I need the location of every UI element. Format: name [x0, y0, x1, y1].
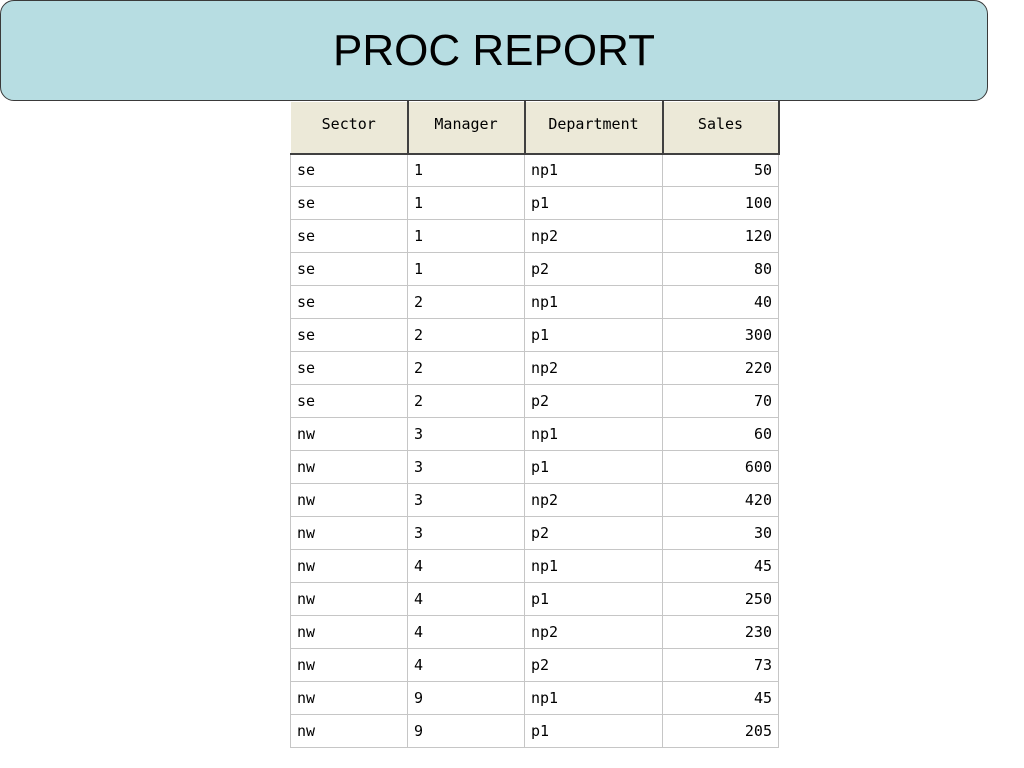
table-row — [291, 319, 779, 352]
title-banner — [0, 0, 988, 101]
sales-cell[interactable]: 45 — [663, 682, 779, 715]
sales-cell[interactable]: 100 — [663, 187, 779, 220]
sales-cell[interactable]: 50 — [663, 154, 779, 187]
column-header-department[interactable]: Department — [525, 102, 663, 154]
department-cell[interactable]: p2 — [525, 649, 663, 682]
sales-cell[interactable]: 73 — [663, 649, 779, 682]
sales-cell[interactable]: 420 — [663, 484, 779, 517]
manager-cell[interactable]: 4 — [408, 550, 525, 583]
report-table-container — [290, 101, 780, 768]
manager-cell[interactable]: 1 — [408, 154, 525, 187]
table-row — [291, 352, 779, 385]
report-body — [291, 154, 779, 748]
department-cell[interactable]: np1 — [525, 418, 663, 451]
sector-cell[interactable]: nw — [291, 616, 408, 649]
sector-cell[interactable]: nw — [291, 649, 408, 682]
sales-cell[interactable]: 600 — [663, 451, 779, 484]
sales-cell[interactable]: 250 — [663, 583, 779, 616]
sector-cell[interactable]: se — [291, 253, 408, 286]
department-cell[interactable]: np1 — [525, 286, 663, 319]
department-cell[interactable]: p1 — [525, 715, 663, 748]
department-cell[interactable]: np2 — [525, 616, 663, 649]
manager-cell[interactable]: 3 — [408, 451, 525, 484]
sector-cell[interactable]: se — [291, 154, 408, 187]
sales-cell[interactable]: 220 — [663, 352, 779, 385]
sector-cell[interactable]: se — [291, 352, 408, 385]
column-header-manager[interactable]: Manager — [408, 102, 525, 154]
sales-cell[interactable]: 300 — [663, 319, 779, 352]
department-cell[interactable]: p2 — [525, 253, 663, 286]
table-row — [291, 286, 779, 319]
manager-cell[interactable]: 9 — [408, 715, 525, 748]
department-cell[interactable]: p2 — [525, 385, 663, 418]
manager-cell[interactable]: 1 — [408, 187, 525, 220]
sales-cell[interactable]: 30 — [663, 517, 779, 550]
manager-cell[interactable]: 9 — [408, 682, 525, 715]
sales-cell[interactable]: 80 — [663, 253, 779, 286]
table-row — [291, 385, 779, 418]
table-row — [291, 649, 779, 682]
department-cell[interactable]: p1 — [525, 583, 663, 616]
sector-cell[interactable]: nw — [291, 583, 408, 616]
sales-cell[interactable]: 120 — [663, 220, 779, 253]
sales-cell[interactable]: 45 — [663, 550, 779, 583]
table-row — [291, 550, 779, 583]
sales-cell[interactable]: 40 — [663, 286, 779, 319]
sector-cell[interactable]: nw — [291, 517, 408, 550]
table-row — [291, 220, 779, 253]
department-cell[interactable]: np2 — [525, 484, 663, 517]
manager-cell[interactable]: 2 — [408, 319, 525, 352]
department-cell[interactable]: p2 — [525, 517, 663, 550]
table-row — [291, 154, 779, 187]
table-row — [291, 418, 779, 451]
table-row — [291, 715, 779, 748]
manager-cell[interactable]: 4 — [408, 649, 525, 682]
manager-cell[interactable]: 1 — [408, 220, 525, 253]
sector-cell[interactable]: se — [291, 187, 408, 220]
sector-cell[interactable]: nw — [291, 418, 408, 451]
manager-cell[interactable]: 1 — [408, 253, 525, 286]
department-cell[interactable]: np2 — [525, 352, 663, 385]
sector-cell[interactable]: se — [291, 385, 408, 418]
sector-cell[interactable]: se — [291, 220, 408, 253]
manager-cell[interactable]: 4 — [408, 583, 525, 616]
table-row — [291, 484, 779, 517]
column-header-sales[interactable]: Sales — [663, 102, 779, 154]
column-header-sector[interactable]: Sector — [291, 102, 408, 154]
header-row — [291, 102, 779, 154]
manager-cell[interactable]: 3 — [408, 484, 525, 517]
sector-cell[interactable]: nw — [291, 550, 408, 583]
sales-cell[interactable]: 60 — [663, 418, 779, 451]
table-row — [291, 583, 779, 616]
department-cell[interactable]: p1 — [525, 451, 663, 484]
department-cell[interactable]: np1 — [525, 682, 663, 715]
sector-cell[interactable]: nw — [291, 682, 408, 715]
manager-cell[interactable]: 4 — [408, 616, 525, 649]
manager-cell[interactable]: 3 — [408, 517, 525, 550]
sector-cell[interactable]: se — [291, 286, 408, 319]
table-row — [291, 616, 779, 649]
department-cell[interactable]: p1 — [525, 319, 663, 352]
table-row — [291, 682, 779, 715]
sales-cell[interactable]: 70 — [663, 385, 779, 418]
report-table — [290, 101, 780, 748]
manager-cell[interactable]: 2 — [408, 385, 525, 418]
department-cell[interactable]: p1 — [525, 187, 663, 220]
department-cell[interactable]: np2 — [525, 220, 663, 253]
table-row — [291, 253, 779, 286]
manager-cell[interactable]: 2 — [408, 352, 525, 385]
manager-cell[interactable]: 2 — [408, 286, 525, 319]
table-row — [291, 517, 779, 550]
sector-cell[interactable]: nw — [291, 451, 408, 484]
sector-cell[interactable]: nw — [291, 484, 408, 517]
manager-cell[interactable]: 3 — [408, 418, 525, 451]
table-row — [291, 451, 779, 484]
table-row — [291, 187, 779, 220]
slide-title: PROC REPORT — [333, 25, 655, 75]
department-cell[interactable]: np1 — [525, 154, 663, 187]
department-cell[interactable]: np1 — [525, 550, 663, 583]
sales-cell[interactable]: 230 — [663, 616, 779, 649]
sales-cell[interactable]: 205 — [663, 715, 779, 748]
sector-cell[interactable]: se — [291, 319, 408, 352]
sector-cell[interactable]: nw — [291, 715, 408, 748]
